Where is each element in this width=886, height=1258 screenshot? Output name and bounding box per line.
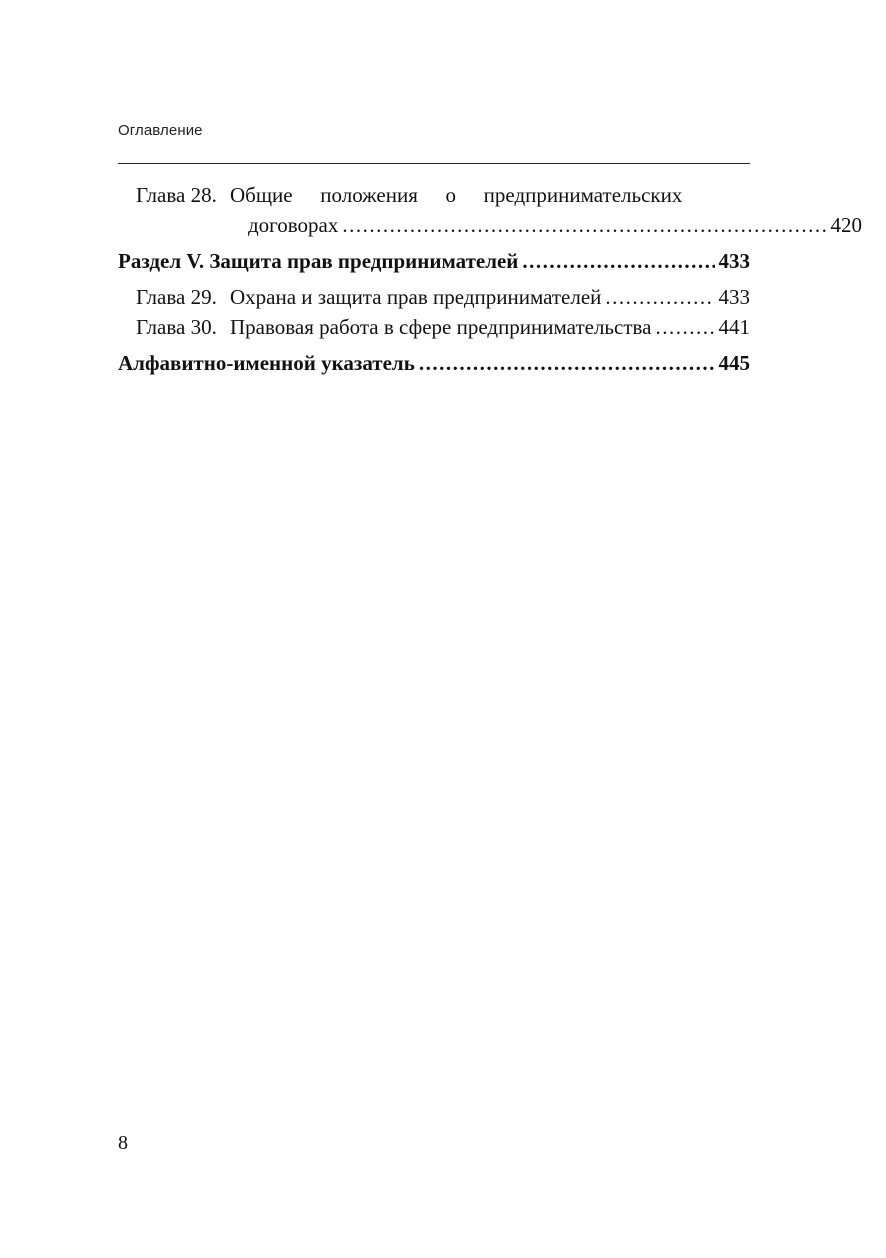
- toc-entry-chapter-28[interactable]: [118, 180, 862, 240]
- section-title: Раздел V. Защита прав предпринимателей: [118, 249, 519, 273]
- page-number: 441: [718, 315, 750, 339]
- running-head: Оглавление: [118, 122, 203, 139]
- toc-entry-line: [136, 282, 750, 312]
- toc-entry-section-5[interactable]: [118, 246, 750, 276]
- title-word: Общие: [230, 183, 293, 207]
- toc-entry-line: [136, 312, 750, 342]
- toc-entry-line: [136, 180, 750, 210]
- table-of-contents: [118, 180, 862, 384]
- header-rule: [118, 163, 750, 164]
- chapter-title-line2: договорах: [248, 213, 339, 237]
- dot-leader: [522, 246, 714, 276]
- chapter-number: Глава 29.: [136, 285, 217, 309]
- chapter-title-line1: [230, 180, 750, 210]
- dot-leader: [342, 210, 826, 240]
- page-folio: 8: [118, 1132, 128, 1154]
- page-number: 420: [830, 213, 862, 237]
- title-word: положения: [320, 183, 418, 207]
- toc-entry-line: [136, 210, 862, 240]
- page-number: 445: [718, 351, 750, 375]
- dot-leader: [419, 348, 715, 378]
- toc-entry-index[interactable]: [118, 348, 750, 378]
- toc-entry-chapter-30[interactable]: [118, 312, 750, 342]
- chapter-title: Правовая работа в сфере предпринимательства: [230, 315, 652, 339]
- title-word: предпринимательских: [483, 183, 683, 207]
- page-number: 433: [718, 285, 750, 309]
- chapter-number: Глава 28.: [136, 183, 217, 207]
- page-number: 433: [718, 249, 750, 273]
- chapter-number: Глава 30.: [136, 315, 217, 339]
- dot-leader: [655, 312, 714, 342]
- dot-leader: [605, 282, 714, 312]
- index-title: Алфавитно-именной указатель: [118, 351, 415, 375]
- chapter-title: Охрана и защита прав предпринимателей: [230, 285, 602, 309]
- title-word: о: [445, 183, 457, 207]
- toc-entry-chapter-29[interactable]: [118, 282, 750, 312]
